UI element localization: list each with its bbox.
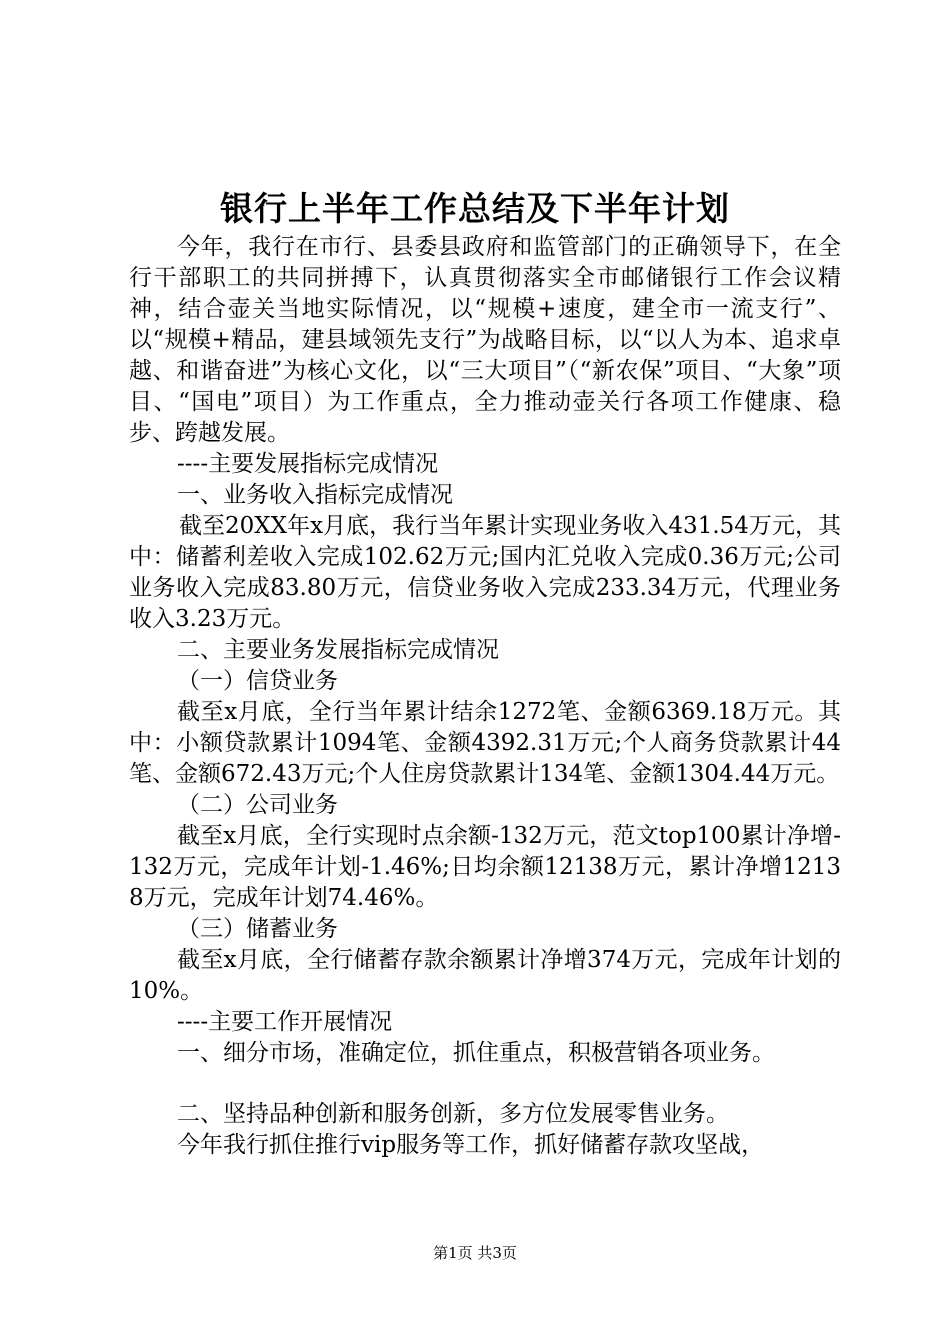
section-heading-indicators: ----主要发展指标完成情况 (177, 451, 439, 477)
page-number-footer: 第1页 共3页 (433, 1244, 517, 1262)
subheading-savings: （三）储蓄业务 (177, 916, 338, 942)
section-heading-work: ----主要工作开展情况 (177, 1009, 393, 1035)
paragraph-credit: 截至x月底，全行当年累计结余1272笔、金额6369.18万元。其中：小额贷款累计1094笔、金额4392.31万元;个人商务贷款累计44笔、金额672.43万元;个人住房贷款累计134笔、金额1304.44万元。 (129, 699, 841, 787)
subheading-market: 一、细分市场，准确定位，抓住重点，积极营销各项业务。 (177, 1040, 775, 1066)
subheading-credit: （一）信贷业务 (177, 668, 338, 694)
paragraph-corporate: 截至x月底，全行实现时点余额-132万元，范文top100累计净增-132万元，完成年计划-1.46%;日均余额12138万元，累计净增12138万元，完成年计划74.46%。 (129, 823, 841, 911)
subheading-innovation: 二、坚持品种创新和服务创新，多方位发展零售业务。 (177, 1101, 729, 1127)
paragraph-savings: 截至x月底，全行储蓄存款余额累计净增374万元，完成年计划的10%。 (129, 947, 841, 1004)
subheading-main-business: 二、主要业务发展指标完成情况 (177, 637, 499, 663)
subheading-corporate: （二）公司业务 (177, 792, 338, 818)
subheading-business-income: 一、业务收入指标完成情况 (177, 482, 453, 508)
document-body (129, 232, 841, 1161)
paragraph-business-income: 截至20XX年x月底，我行当年累计实现业务收入431.54万元，其中：储蓄利差收入完成102.62万元;国内汇兑收入完成0.36万元;公司业务收入完成83.80万元，信贷业务收入完成233.34万元，代理业务收入3.23万元。 (129, 513, 841, 632)
document-title: 银行上半年工作总结及下半年计划 (220, 189, 730, 228)
paragraph-intro: 今年，我行在市行、县委县政府和监管部门的正确领导下，在全行干部职工的共同拼搏下，认真贯彻落实全市邮储银行工作会议精神，结合壶关当地实际情况，以“规模+速度，建全市一流支行”、以“规模+精品，建县域领先支行”为战略目标，以“以人为本、追求卓越、和谐奋进”为核心文化，以“三大项目”（“新农保”项目、“大象”项目、“国电”项目）为工作重点，全力推动壶关行各项工作健康、稳步、跨越发展。 (129, 234, 841, 446)
paragraph-innovation: 今年我行抓住推行vip服务等工作，抓好储蓄存款攻坚战， (177, 1132, 765, 1158)
